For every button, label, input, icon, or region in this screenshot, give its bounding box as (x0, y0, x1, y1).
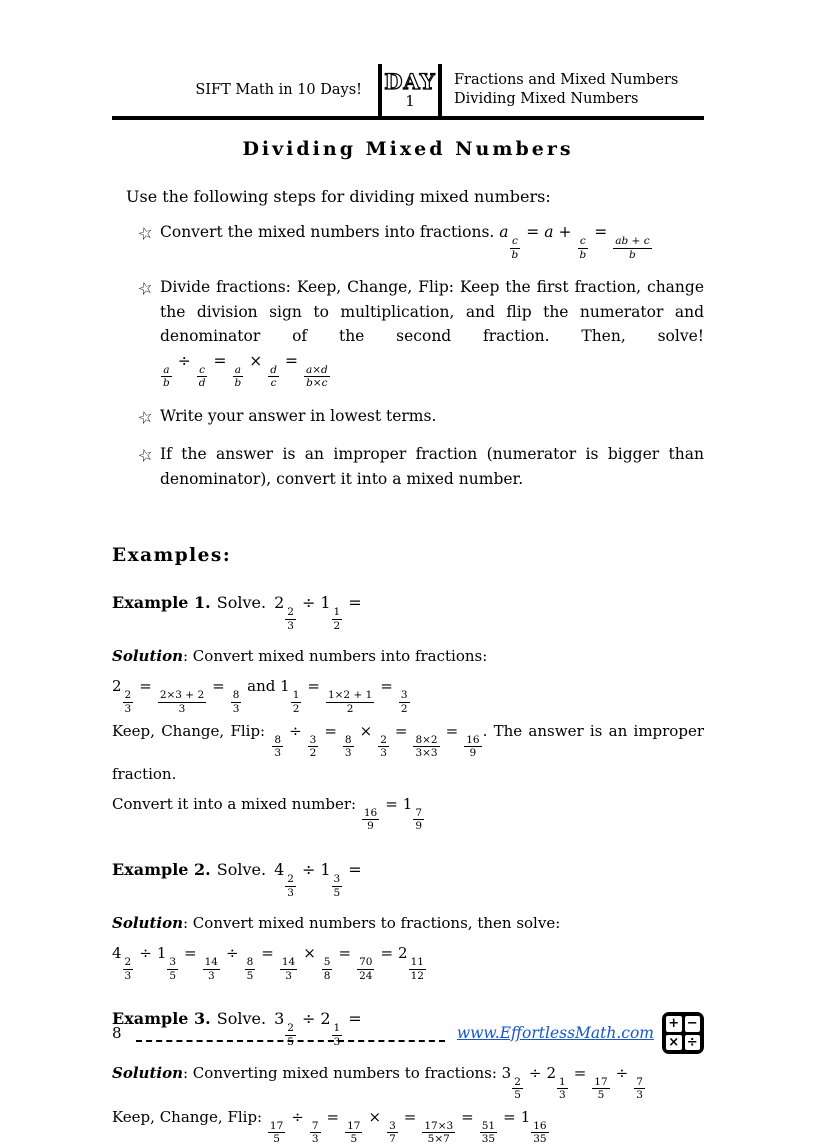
text-run: Divide fractions: Keep, Change, Flip: Keep the first fraction, change the division sign to multiplication, and flip the numerator and denominator of the second fraction. Then, solve! (160, 278, 704, 346)
fraction (310, 1120, 321, 1146)
math-token: a (544, 223, 554, 241)
numerator: 17 (594, 1075, 608, 1088)
step-item (112, 404, 704, 428)
solution-block (112, 1059, 704, 1146)
math-operator: = (348, 1009, 362, 1029)
fraction (326, 689, 374, 715)
denominator: 5 (514, 1089, 521, 1102)
fraction (280, 956, 297, 982)
denominator: 12 (410, 969, 424, 982)
math-token: 2 (320, 1009, 331, 1029)
numerator: a (234, 363, 241, 376)
fraction (592, 1076, 609, 1102)
denominator: 3 (232, 703, 240, 716)
math-operator: × (303, 944, 316, 963)
denominator: c (270, 377, 277, 390)
fraction (332, 873, 343, 899)
star-bullet-icon: ☆ (135, 406, 156, 430)
math-token: 3 (501, 1063, 512, 1082)
math-expression (361, 794, 425, 833)
step-item (112, 442, 704, 491)
text-run: Keep, Change, Flip: (112, 721, 272, 740)
numerator: 3 (309, 733, 317, 746)
numerator: 3 (389, 1119, 396, 1132)
numerator: ab + c (615, 235, 650, 247)
example-block (112, 588, 704, 833)
numerator: 2×3 + 2 (159, 689, 205, 702)
denominator: 35 (481, 1133, 496, 1146)
numerator: 1 (333, 606, 341, 619)
star-bullet-icon: ☆ (135, 444, 156, 468)
math-operator: = (403, 1107, 417, 1126)
example-block (112, 855, 704, 982)
effortlessmath-logo (662, 1012, 704, 1054)
fraction (272, 734, 283, 760)
math-operator: × (368, 1107, 382, 1126)
numerator: 11 (410, 956, 424, 969)
text-run: : Convert mixed numbers to fractions, then solve: (182, 914, 561, 933)
numerator: 8 (232, 689, 240, 702)
math-token: 1 (156, 944, 167, 963)
example-label: Example 1. (112, 593, 211, 613)
math-operator: ÷ (139, 944, 152, 963)
step-item (112, 220, 704, 261)
numerator: 1 (559, 1075, 566, 1088)
math-operator: = (261, 944, 274, 963)
denominator: 2 (309, 747, 317, 760)
denominator: 3 (285, 969, 292, 982)
denominator: 2 (346, 703, 354, 716)
math-operator: = (348, 593, 362, 613)
fraction (343, 734, 354, 760)
section-title: Dividing Mixed Numbers (454, 91, 639, 107)
math-token: 1 (320, 593, 331, 613)
denominator: 3×3 (415, 747, 438, 760)
math-token: 1 (280, 677, 290, 696)
solution-line (112, 1059, 704, 1102)
denominator: 24 (359, 969, 373, 982)
math-operator: = (594, 223, 608, 241)
denominator: b×c (306, 377, 328, 390)
text-run: Convert it into a mixed number: (112, 794, 361, 813)
numerator: c (511, 235, 518, 247)
fraction (158, 689, 206, 715)
chapter-title: Fractions and Mixed Numbers (454, 72, 679, 89)
numerator: 3 (169, 956, 177, 969)
fraction (512, 1076, 523, 1102)
denominator: 3 (344, 747, 352, 760)
fraction (291, 689, 302, 715)
solution-block (112, 642, 704, 833)
math-operator: = (338, 944, 352, 963)
examples-heading: Examples: (112, 545, 232, 567)
numerator: 2 (124, 956, 132, 969)
denominator: 3 (124, 969, 132, 982)
denominator: 5 (333, 886, 341, 899)
fraction (123, 956, 134, 982)
math-operator: × (359, 721, 373, 740)
numerator: 16 (363, 806, 378, 819)
numerator: 1×2 + 1 (327, 689, 373, 702)
solution-label: Solution (112, 647, 183, 666)
fraction (613, 235, 651, 261)
fraction (197, 364, 208, 390)
math-operator: = (307, 677, 320, 696)
denominator: 3 (207, 969, 215, 982)
numerator: 51 (481, 1119, 496, 1132)
fraction (268, 1120, 285, 1146)
fraction (557, 1076, 568, 1102)
multiply-icon: × (666, 1035, 682, 1051)
denominator: 3 (311, 1133, 319, 1146)
denominator: 3 (178, 703, 186, 716)
math-operator: = (526, 223, 540, 241)
example-prompt: Solve. (216, 593, 267, 613)
numerator: 8 (246, 956, 254, 969)
footer-dashed-line (136, 1040, 445, 1042)
math-operator: ÷ (301, 1009, 316, 1029)
math-token: 1 (402, 794, 413, 813)
denominator: 5 (350, 1133, 358, 1146)
math-operator: ÷ (289, 721, 302, 740)
page-number: 8 (112, 1024, 122, 1042)
solution-label: Solution (112, 914, 183, 933)
numerator: 3 (333, 873, 341, 886)
numerator: c (199, 363, 206, 376)
denominator: 3 (274, 747, 282, 760)
math-operator: = (284, 351, 298, 370)
math-token: 1 (320, 860, 331, 880)
math-operator: ÷ (226, 944, 239, 963)
math-operator: ÷ (615, 1063, 629, 1082)
effortlessmath-link[interactable]: www.EffortlessMath.com (456, 1024, 654, 1042)
numerator: d (270, 363, 277, 376)
text-run: : Converting mixed numbers to fractions: (182, 1063, 502, 1082)
denominator: 35 (533, 1133, 547, 1146)
denominator: 3 (559, 1089, 566, 1102)
numerator: 16 (533, 1119, 547, 1132)
fraction (413, 807, 424, 833)
denominator: 3 (380, 747, 387, 760)
fraction (362, 807, 379, 833)
math-operator: = (348, 860, 362, 880)
numerator: 14 (281, 956, 296, 969)
numerator: 5 (323, 956, 331, 969)
numerator: 2 (287, 873, 294, 886)
math-operator: ÷ (301, 593, 316, 613)
denominator: 9 (367, 820, 374, 833)
numerator: 2 (287, 606, 294, 619)
math-token: 2 (112, 677, 122, 696)
numerator: 17 (269, 1119, 284, 1132)
star-bullet-icon: ☆ (135, 277, 156, 301)
fraction (422, 1120, 455, 1146)
example-heading (112, 588, 704, 632)
solution-line (112, 909, 704, 938)
fraction (357, 956, 374, 982)
numerator: 7 (415, 806, 423, 819)
fraction (345, 1120, 362, 1146)
numerator: 16 (466, 733, 480, 746)
numerator: 2 (380, 733, 387, 746)
solution-line (112, 1103, 704, 1146)
step-item (112, 275, 704, 390)
fraction (308, 734, 319, 760)
math-operator: = (461, 1107, 474, 1126)
numerator: 2 (287, 1022, 294, 1035)
numerator: 17 (347, 1119, 361, 1132)
fraction (203, 956, 220, 982)
denominator: 7 (389, 1133, 396, 1146)
page-content (0, 64, 816, 1146)
numerator: 7 (636, 1075, 643, 1088)
math-token: 1 (520, 1107, 531, 1126)
denominator: b (511, 248, 519, 261)
fraction (161, 364, 172, 390)
math-operator: ÷ (177, 351, 191, 370)
denominator: 3 (636, 1089, 643, 1102)
plus-icon: + (666, 1016, 682, 1032)
text-run: . The answer is an improper fraction. (112, 721, 704, 783)
numerator: 8 (344, 733, 352, 746)
denominator: 5 (246, 969, 254, 982)
solution-block (112, 909, 704, 982)
example-heading (112, 855, 704, 899)
text-run: Convert the mixed numbers into fractions. (160, 223, 500, 241)
math-expression (501, 1063, 646, 1102)
math-operator: + (558, 223, 572, 241)
fraction (409, 956, 426, 982)
fraction (304, 364, 330, 390)
book-title: SIFT Math in 10 Days! (195, 82, 362, 98)
math-expression (274, 593, 367, 632)
math-expression (112, 944, 427, 982)
math-expression (274, 860, 367, 899)
math-token: 2 (398, 944, 408, 963)
intro-text: Use the following steps for dividing mixed numbers: (126, 187, 551, 206)
example-prompt: Solve. (216, 860, 267, 880)
denominator: 3 (287, 619, 294, 632)
denominator: 3 (333, 1036, 341, 1048)
numerator: 3 (400, 689, 408, 702)
numerator: a (163, 363, 170, 376)
math-token: a (499, 223, 509, 241)
text-run: and (242, 677, 281, 696)
example-label: Example 2. (112, 860, 211, 880)
denominator: 2 (333, 619, 341, 632)
fraction (510, 235, 521, 261)
numerator: 2 (514, 1075, 521, 1088)
solution-line (112, 642, 704, 671)
denominator: 5 (169, 969, 177, 982)
math-operator: = (445, 721, 459, 740)
solution-line (112, 939, 704, 982)
solution-line (112, 672, 704, 715)
text-run: If the answer is an improper fraction (numerator is bigger than denominator), convert it into a mixed number. (160, 445, 704, 488)
denominator: b (234, 377, 242, 390)
denominator: 5 (597, 1089, 605, 1102)
math-operator: = (380, 944, 394, 963)
denominator: d (198, 377, 206, 390)
math-operator: = (573, 1063, 587, 1082)
numerator: c (579, 235, 586, 247)
numerator: 8×2 (415, 733, 438, 746)
denominator: 8 (323, 969, 331, 982)
fraction (123, 689, 134, 715)
header-topics (442, 64, 704, 116)
example-prompt: Solve. (216, 1009, 267, 1029)
denominator: b (163, 377, 170, 390)
solution-label: Solution (112, 1063, 183, 1082)
denominator: 5 (273, 1133, 280, 1146)
numerator: 8 (274, 733, 282, 746)
math-operator: = (184, 944, 197, 963)
numerator: 14 (204, 956, 218, 969)
minus-icon: − (685, 1016, 701, 1032)
numerator: 70 (359, 956, 373, 969)
fraction (531, 1120, 548, 1146)
fraction (322, 956, 333, 982)
math-operator: = (326, 1107, 340, 1126)
math-token: 3 (274, 1009, 285, 1029)
page-header (112, 64, 704, 120)
fraction (578, 235, 589, 261)
text-run: Keep, Change, Flip: (112, 1107, 267, 1126)
denominator: b (629, 248, 636, 261)
page-title: Dividing Mixed Numbers (242, 138, 574, 160)
example-label: Example 3. (112, 1009, 211, 1029)
fraction (634, 1076, 645, 1102)
denominator: 2 (292, 703, 300, 716)
fraction (480, 1120, 497, 1146)
fraction (285, 873, 296, 899)
numerator: a×d (305, 363, 328, 376)
fraction (464, 734, 481, 760)
page-footer (112, 1010, 704, 1056)
fraction (332, 606, 343, 632)
math-operator: ÷ (301, 860, 316, 880)
fraction (399, 689, 410, 715)
math-token: 4 (274, 860, 285, 880)
numerator: 1 (292, 689, 300, 702)
denominator: 3 (124, 703, 132, 716)
star-bullet-icon: ☆ (135, 222, 156, 246)
fraction (231, 689, 242, 715)
text-run: : Convert mixed numbers into fractions: (182, 647, 488, 666)
math-token: 4 (112, 944, 122, 963)
numerator: 17×3 (424, 1119, 454, 1132)
math-expression (499, 223, 652, 261)
examples-list (112, 588, 704, 1146)
denominator: 3 (287, 886, 294, 899)
math-operator: = (212, 677, 225, 696)
math-operator: = (385, 794, 398, 813)
math-operator: = (503, 1107, 516, 1126)
math-operator: = (394, 721, 408, 740)
math-token: 2 (546, 1063, 557, 1082)
solution-line (112, 717, 704, 789)
day-box (378, 64, 442, 116)
numerator: 2 (124, 689, 132, 702)
day-label: DAY (384, 68, 436, 94)
fraction (167, 956, 178, 982)
denominator: b (579, 248, 587, 261)
denominator: 5×7 (427, 1133, 450, 1146)
fraction (285, 606, 296, 632)
math-operator: = (380, 677, 393, 696)
fraction (378, 734, 389, 760)
denominator: 5 (287, 1036, 294, 1048)
fraction (387, 1120, 398, 1146)
math-operator: = (213, 351, 227, 370)
text-run: Write your answer in lowest terms. (160, 406, 437, 425)
fraction (413, 734, 439, 760)
fraction (245, 956, 256, 982)
numerator: 7 (311, 1119, 319, 1132)
day-number: 1 (405, 91, 415, 110)
fraction (268, 364, 279, 390)
math-operator: = (139, 677, 152, 696)
denominator: 9 (415, 820, 423, 833)
math-operator: × (249, 351, 263, 370)
denominator: 2 (400, 703, 408, 716)
steps-list (112, 220, 704, 491)
math-operator: ÷ (528, 1063, 542, 1082)
divide-icon: ÷ (685, 1035, 701, 1051)
math-token: 2 (274, 593, 285, 613)
math-operator: ÷ (291, 1107, 304, 1126)
solution-line (112, 790, 704, 833)
fraction (232, 364, 243, 390)
math-operator: = (324, 721, 337, 740)
denominator: 9 (469, 747, 477, 760)
numerator: 1 (333, 1022, 341, 1035)
